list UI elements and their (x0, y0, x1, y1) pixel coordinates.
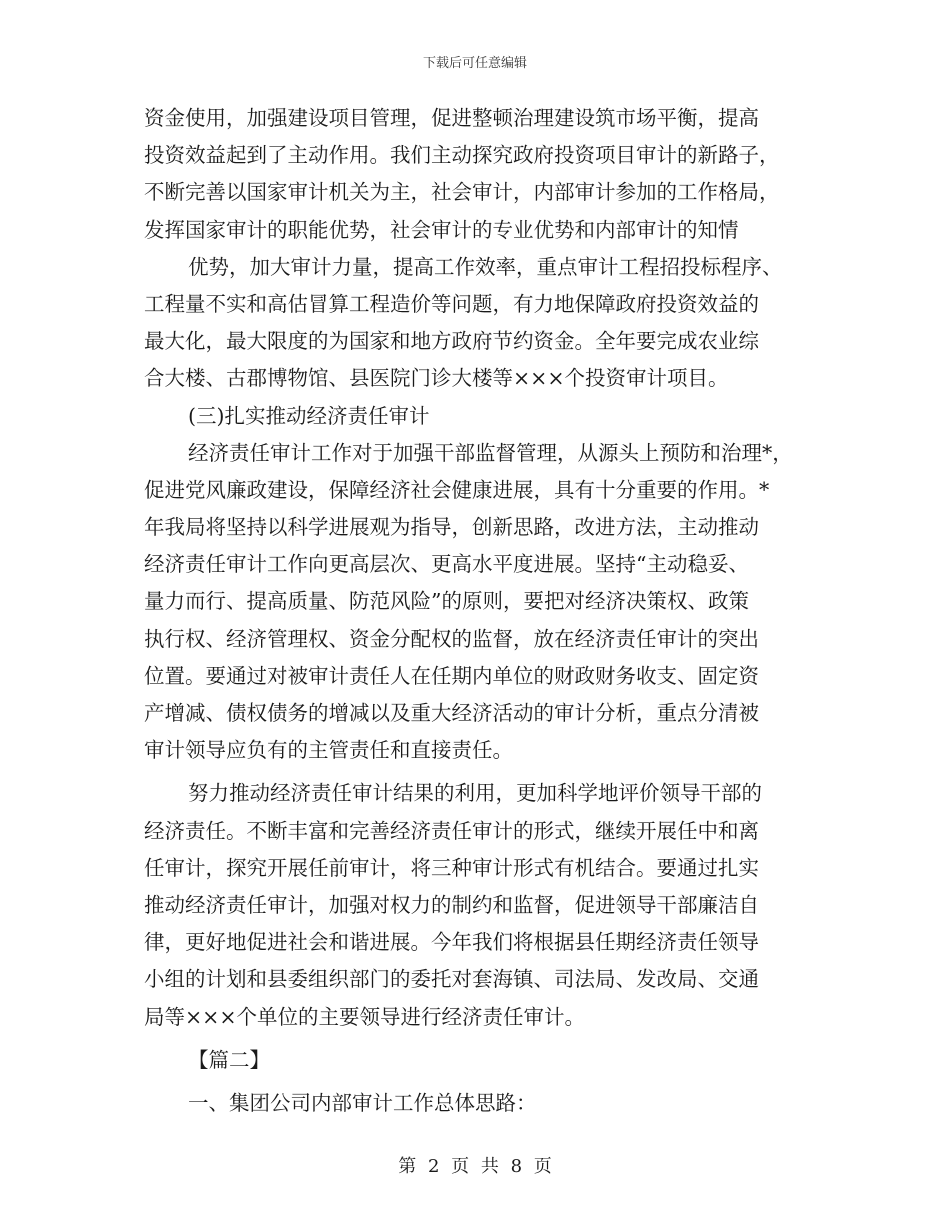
body-line: 投资效益起到了主动作用。我们主动探究政府投资项目审计的新路子， (144, 143, 780, 168)
body-line: 年我局将坚持以科学进展观为指导，创新思路，改进方法，主动推动 (144, 515, 759, 540)
body-line: 经济责任。不断丰富和完善经济责任审计的形式，继续开展任中和离 (144, 818, 759, 843)
body-line: 发挥国家审计的职能优势，社会审计的专业优势和内部审计的知情 (144, 217, 739, 242)
body-line: 促进党风廉政建设，保障经济社会健康进展，具有十分重要的作用。* (144, 477, 770, 502)
body-line: 优势，加大审计力量，提高工作效率，重点审计工程招投标程序、 (188, 254, 783, 279)
body-line: 不断完善以国家审计机关为主，社会审计，内部审计参加的工作格局， (144, 180, 780, 205)
body-line: 执行权、经济管理权、资金分配权的监督，放在经济责任审计的突出 (144, 626, 759, 651)
body-line: 产增减、债权债务的增减以及重大经济活动的审计分析，重点分清被 (144, 701, 759, 725)
section-heading: 【篇二】 (188, 1047, 270, 1072)
body-line: 位置。要通过对被审计责任人在任期内单位的财政财务收支、固定资 (144, 663, 759, 688)
body-line: 工程量不实和高估冒算工程造价等问题，有力地保障政府投资效益的 (144, 291, 759, 316)
body-line: 局等×××个单位的主要领导进行经济责任审计。 (144, 1004, 586, 1029)
document-body (144, 100, 804, 1122)
body-line: 小组的计划和县委组织部门的委托对套海镇、司法局、发改局、交通 (144, 967, 759, 992)
page-number: 第 2 页 共 8 页 (398, 1156, 552, 1177)
body-line: 合大楼、古郡博物馆、县医院门诊大楼等×××个投资审计项目。 (144, 366, 729, 391)
body-line: 经济责任审计工作对于加强干部监督管理，从源头上预防和治理*， (188, 440, 793, 465)
body-line: 审计领导应负有的主管责任和直接责任。 (144, 738, 513, 763)
body-line: 最大化，最大限度的为国家和地方政府节约资金。全年要完成农业综 (144, 329, 759, 354)
body-line: 任审计，探究开展任前审计，将三种审计形式有机结合。要通过扎实 (144, 855, 759, 880)
body-line: 律，更好地促进社会和谐进展。今年我们将根据县任期经济责任领导 (144, 930, 759, 955)
section-heading: 一、集团公司内部审计工作总体思路： (188, 1090, 537, 1115)
page-header: 下载后可任意编辑 (422, 56, 527, 71)
body-line: 推动经济责任审计，加强对权力的制约和监督，促进领导干部廉洁自 (144, 892, 759, 917)
body-line: 资金使用，加强建设项目管理，促进整顿治理建设筑市场平衡，提高 (144, 106, 759, 130)
body-line: 量力而行、提高质量、防范风险”的原则，要把对经济决策权、政策 (144, 589, 749, 614)
section-heading: (三)扎实推动经济责任审计 (188, 403, 430, 428)
body-line: 经济责任审计工作向更高层次、更高水平度进展。坚持“主动稳妥、 (144, 552, 749, 577)
body-line: 努力推动经济责任审计结果的利用，更加科学地评价领导干部的 (188, 781, 762, 806)
